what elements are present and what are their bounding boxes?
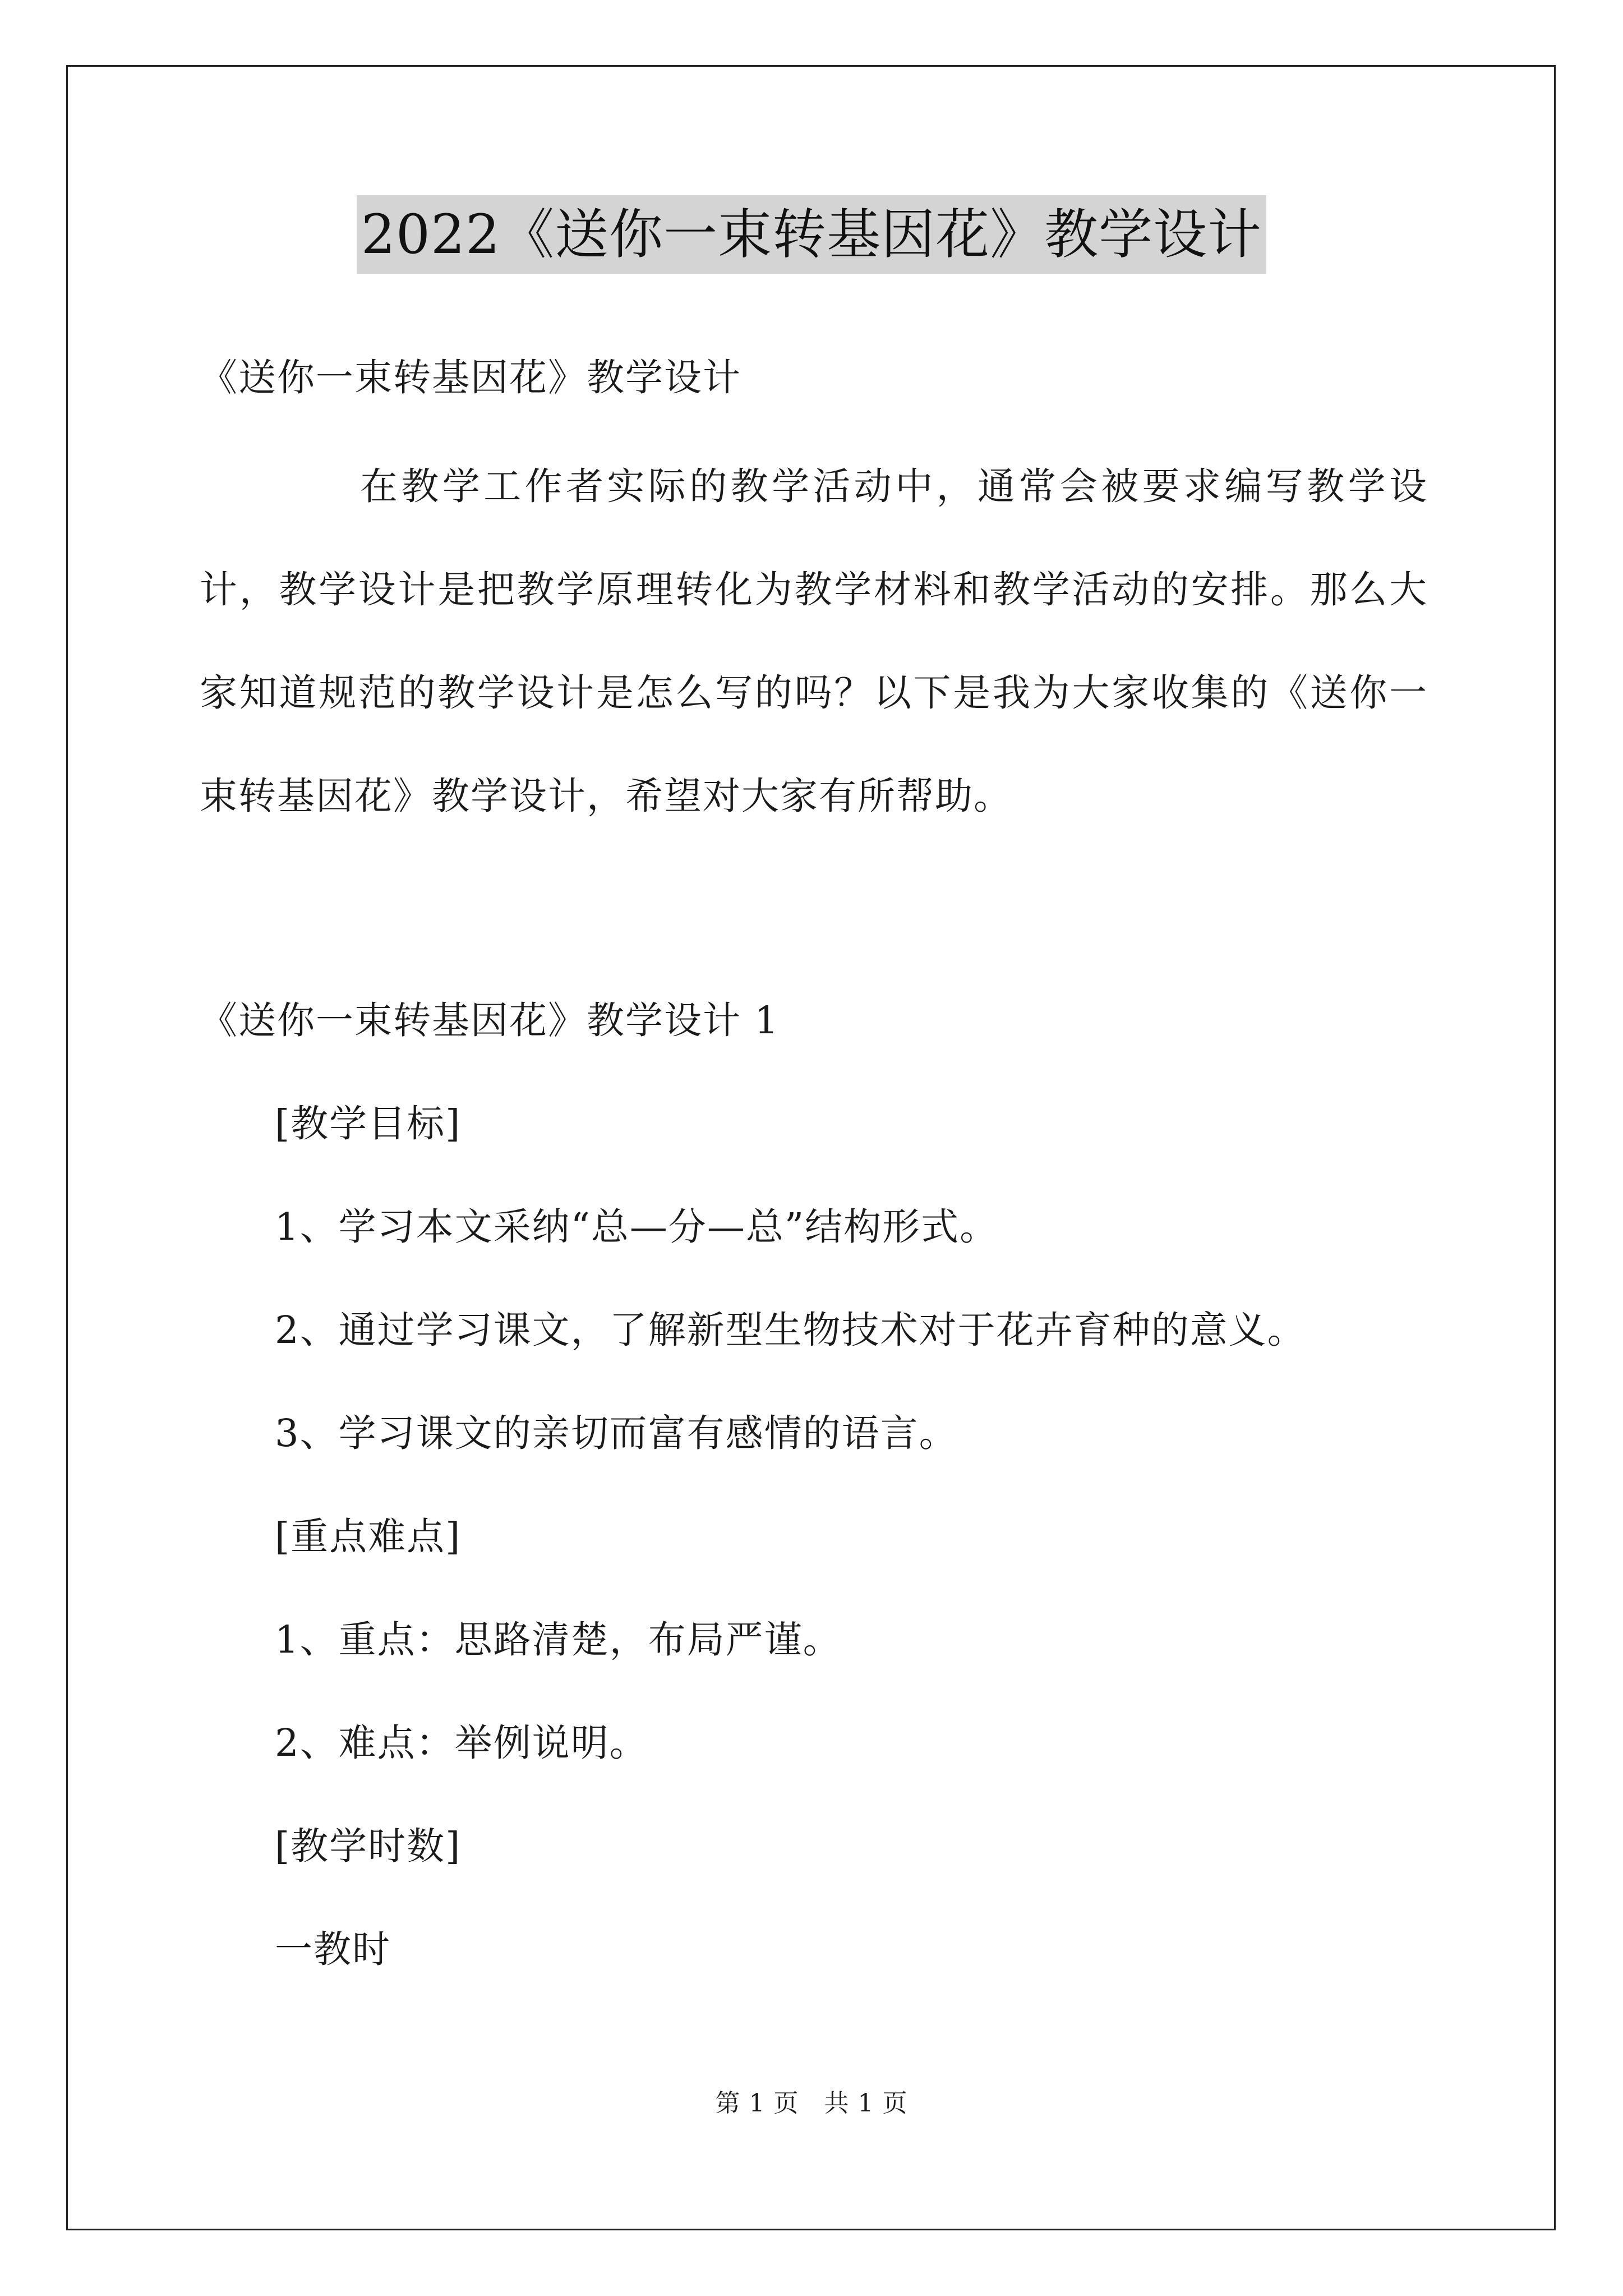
- heading-key-points: [重点难点]: [275, 1515, 462, 1558]
- page-number: 第 1 页 共 1 页: [715, 2089, 908, 2118]
- document-title: 2022《送你一束转基因花》教学设计: [357, 195, 1266, 274]
- list-item: 2、通过学习课文，了解新型生物技术对于花卉育种的意义。: [275, 1308, 1306, 1352]
- title-container: [0, 195, 1623, 274]
- list-item: 1、学习本文采纳“总—分—总”结构形式。: [275, 1205, 999, 1249]
- section-heading: 《送你一束转基因花》教学设计 1: [200, 999, 780, 1042]
- list-item: 一教时: [275, 1927, 391, 1971]
- list-item: 1、重点：思路清楚，布局严谨。: [275, 1618, 842, 1662]
- intro-paragraph: 在教学工作者实际的教学活动中，通常会被要求编写教学设计，教学设计是把教学原理转化为教学材料和教学活动的安排。那么大家知道规范的教学设计是怎么写的吗？以下是我为大家收集的《送你一束转基因花》教学设计，希望对大家有所帮助。: [200, 464, 1428, 818]
- list-item: 2、难点：举例说明。: [275, 1721, 648, 1765]
- list-item: 3、学习课文的亲切而富有感情的语言。: [275, 1411, 958, 1455]
- heading-class-hours: [教学时数]: [275, 1824, 462, 1868]
- heading-teaching-goals: [教学目标]: [275, 1102, 462, 1145]
- document-subtitle: 《送你一束转基因花》教学设计: [200, 356, 741, 399]
